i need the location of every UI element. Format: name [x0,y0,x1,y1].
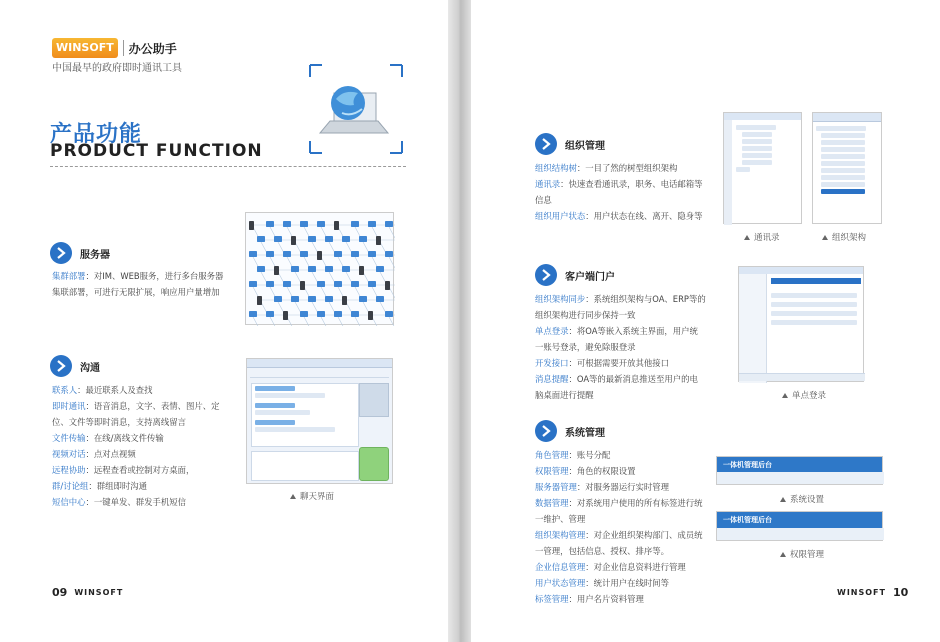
page-number: 10 [892,586,909,599]
chevron-right-icon [535,133,557,155]
line-value: ：语音消息，文字、表情、图片、定 [85,401,220,411]
sys-lines [535,447,715,607]
text-line [535,479,715,495]
line-value: ：最近联系人及查找 [77,385,153,395]
line-value: ：用户状态在线、离开、隐身等 [585,211,703,221]
line-key: 文件传输 [52,433,86,443]
section-title-cn: 产品功能 [50,122,143,147]
chevron-right-icon [50,242,72,264]
line-key: 开发接口 [535,358,569,368]
line-value: ：对IM、WEB服务，进行多台服务器 [85,271,224,281]
line-key: 数据管理 [535,498,569,508]
text-line [535,527,715,543]
line-key: 权限管理 [535,466,569,476]
text-line [52,284,237,300]
permission-screenshot [716,511,883,541]
line-value: 位、文件等即时消息，支持离线留言 [52,417,186,427]
sys-settings-caption-text: 系统设置 [790,495,825,505]
divider-dashed [50,166,406,167]
text-line [535,355,710,371]
line-value: ：将OA等嵌入系统主界面，用户统 [568,326,698,336]
text-line [52,398,237,414]
line-key: 角色管理 [535,450,569,460]
line-value: ：统计用户在线时间等 [585,578,669,588]
sys-title: 系统管理 [565,427,605,439]
line-value: 一管理，包括信息、授权、排序等。 [535,546,669,556]
line-key: 组织架构同步 [535,294,586,304]
line-key: 标签管理 [535,594,569,604]
footer-brand: WINSOFT [74,588,124,597]
left-footer [52,586,123,599]
brand-logo [52,38,177,58]
text-line [535,307,710,323]
org-chart-caption-text: 组织架构 [832,233,867,243]
server-title: 服务器 [80,249,110,261]
triangle-up-icon [822,235,828,240]
line-key: 企业信息管理 [535,562,586,572]
text-line [535,387,710,403]
triangle-up-icon [290,494,296,499]
line-value: ：远程查看或控制对方桌面， [85,465,195,475]
text-line [52,414,237,430]
text-line [52,268,237,284]
contacts-screenshot [723,112,802,224]
text-line [535,559,715,575]
contacts-caption [744,231,780,243]
portal-lines [535,291,710,403]
text-line [535,511,715,527]
server-lines [52,268,237,300]
text-line [535,208,705,224]
text-line [52,478,237,494]
text-line [52,462,237,478]
chat-window-image [246,358,393,484]
line-value: ：角色的权限设置 [568,466,636,476]
line-value: ：系统组织架构与OA、ERP等的 [585,294,706,304]
line-value: 集联部署，可进行无限扩展，响应用户量增加 [52,287,220,297]
permission-caption [780,548,824,560]
page-number: 09 [52,586,68,599]
line-value: ：账号分配 [568,450,611,460]
line-value: ：群组即时沟通 [88,481,147,491]
org-chart-screenshot [812,112,882,224]
line-value: ：点对点视频 [85,449,136,459]
org-section-header [535,133,605,155]
line-key: 短信中心 [52,497,86,507]
line-key: 组织结构树 [535,163,577,173]
logo-app-name: 办公助手 [128,41,177,56]
server-network-image [245,212,394,325]
chevron-right-icon [535,264,557,286]
server-section-header [50,242,110,264]
left-page [0,0,448,642]
line-value: ：用户名片资料管理 [568,594,644,604]
portal-section-header [535,264,615,286]
line-key: 消息提醒 [535,374,569,384]
sso-screenshot [738,266,864,382]
line-value: ：OA等的最新消息推送至用户的电 [568,374,698,384]
line-key: 服务器管理 [535,482,577,492]
right-page [471,0,940,642]
text-line [535,575,715,591]
line-value: 一账号登录，避免除服登录 [535,342,636,352]
line-value: 信息 [535,195,552,205]
line-value: ：对服务器运行实时管理 [576,482,669,492]
chevron-right-icon [535,420,557,442]
line-key: 集群部署 [52,271,86,281]
line-key: 视频对话 [52,449,86,459]
line-key: 联系人 [52,385,78,395]
logo-separator [123,40,124,56]
sso-caption-text: 单点登录 [792,391,827,401]
line-value: ：对系统用户使用的所有标签进行统 [568,498,703,508]
line-value: ：可根据需要开放其他接口 [568,358,669,368]
sys-section-header [535,420,605,442]
text-line [535,447,715,463]
line-key: 单点登录 [535,326,569,336]
triangle-up-icon [744,235,750,240]
line-value: ：快速查看通讯录，职务、电话邮箱等 [560,179,703,189]
portal-title: 客户端门户 [565,271,615,283]
chevron-right-icon [50,355,72,377]
line-key: 组织架构管理 [535,530,586,540]
line-value: ：一目了然的树型组织架构 [576,163,678,173]
line-value: 组织架构进行同步保持一致 [535,310,636,320]
text-line [535,176,705,192]
triangle-up-icon [782,393,788,398]
right-footer [837,586,908,599]
line-key: 用户状态管理 [535,578,586,588]
chat-caption [290,490,334,502]
line-key: 群/讨论组 [52,481,89,491]
text-line [535,543,715,559]
text-line [535,591,715,607]
line-key: 组织用户状态 [535,211,586,221]
text-line [535,323,710,339]
org-lines [535,160,705,224]
line-value: ：在线/离线文件传输 [85,433,164,443]
permission-caption-text: 权限管理 [790,550,825,560]
book-spine [448,0,471,642]
line-value: ：对企业信息资料进行管理 [585,562,686,572]
text-line [52,494,237,510]
triangle-up-icon [780,497,786,502]
comm-lines [52,382,237,510]
line-key: 通讯录 [535,179,561,189]
sys-settings-screenshot [716,456,883,485]
comm-section-header [50,355,100,377]
text-line [535,291,710,307]
text-line [535,160,705,176]
line-key: 即时通讯 [52,401,86,411]
line-value: 一维护、管理 [535,514,586,524]
sys-banner-text: 一体机管理后台 [723,461,772,469]
org-chart-caption [822,231,866,243]
perm-banner-text: 一体机管理后台 [723,516,772,524]
text-line [535,192,705,208]
text-line [52,382,237,398]
line-value: 脑桌面进行提醒 [535,390,594,400]
text-line [535,463,715,479]
comm-title: 沟通 [80,362,100,374]
line-value: ：一键单发、群发手机短信 [85,497,186,507]
hero-image [308,63,404,155]
tagline: 中国最早的政府即时通讯工具 [52,63,182,74]
line-value: ：对企业组织架构部门、成员统 [585,530,703,540]
text-line [535,495,715,511]
logo-mark: WINSOFT [52,38,118,58]
line-key: 远程协助 [52,465,86,475]
footer-brand: WINSOFT [837,588,886,597]
section-title-en: PRODUCT FUNCTION [50,141,263,161]
text-line [52,446,237,462]
triangle-up-icon [780,552,786,557]
text-line [535,339,710,355]
contacts-caption-text: 通讯录 [754,233,780,243]
text-line [535,371,710,387]
sys-settings-caption [780,493,824,505]
org-title: 组织管理 [565,140,605,152]
sso-caption [782,389,826,401]
chat-caption-text: 聊天界面 [300,492,335,502]
text-line [52,430,237,446]
